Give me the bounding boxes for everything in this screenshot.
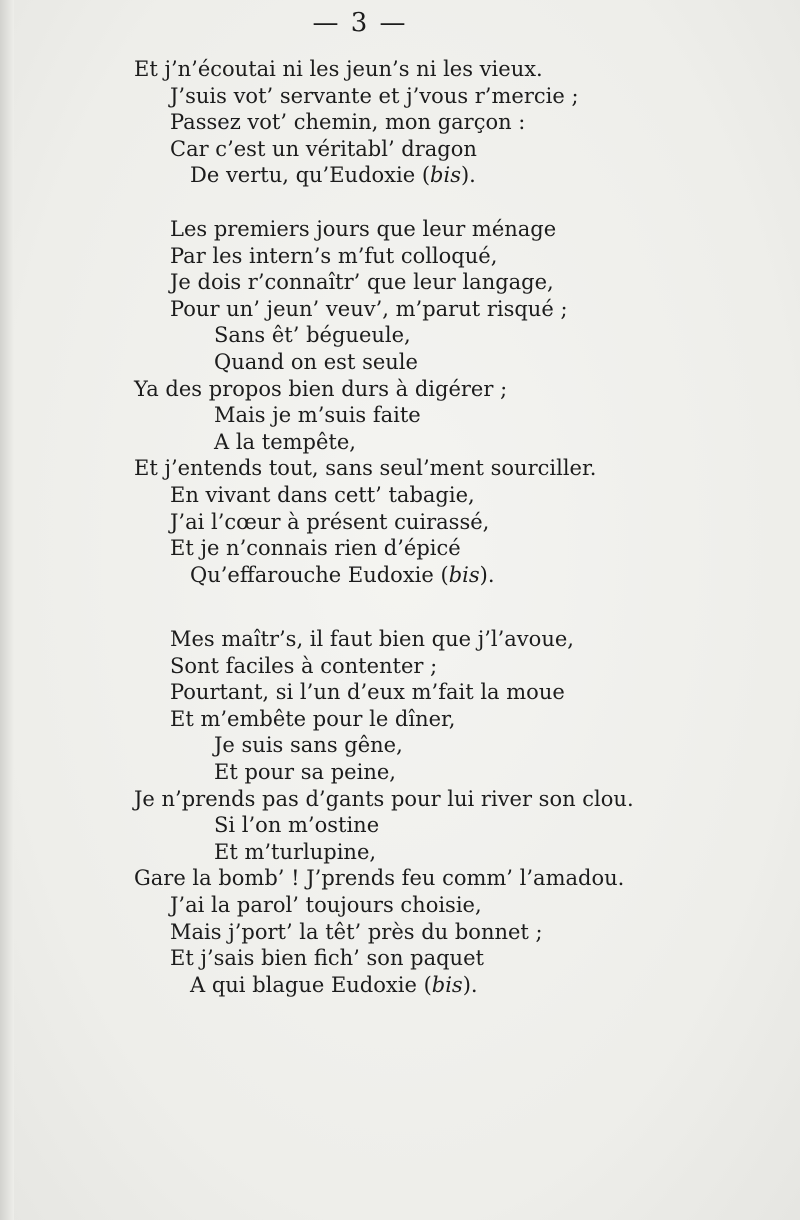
verse-text: A la tempête, xyxy=(214,429,356,454)
verse-text: Et m’embête pour le dîner, xyxy=(170,706,456,731)
verse-text: Sans êt’ bégueule, xyxy=(214,323,411,348)
refrain-mark: bis xyxy=(430,163,461,188)
verse-text: De vertu, qu’Eudoxie xyxy=(190,163,416,188)
verse-line xyxy=(170,269,554,295)
page-gutter-shadow xyxy=(0,0,14,1220)
verse-text: Et j’sais bien fich’ son paquet xyxy=(170,946,484,971)
verse-text: Mais j’port’ la têt’ près du bonnet ; xyxy=(170,919,543,944)
verse-line xyxy=(170,109,525,135)
verse-text: Je suis sans gêne, xyxy=(214,733,403,758)
verse-text: Je dois r’connaîtr’ que leur langage, xyxy=(170,270,554,295)
verse-text: Par les intern’s m’fut colloqué, xyxy=(170,243,498,268)
verse-line xyxy=(134,455,596,481)
verse-text: Je n’prends pas d’gants pour lui river son clou. xyxy=(134,786,634,811)
verse-line: De vertu, qu’Eudoxie (bis). xyxy=(190,163,476,188)
verse-line xyxy=(134,56,543,82)
verse-line xyxy=(214,812,379,838)
verse-line xyxy=(170,706,455,732)
verse-line xyxy=(214,322,411,348)
verse-line xyxy=(170,509,489,535)
verse-line xyxy=(170,653,437,679)
verse-text: Et j’entends tout, sans seul’ment sourciller. xyxy=(134,456,597,481)
verse-text: Mais je m’suis faite xyxy=(214,403,421,428)
verse-text: Et je n’connais rien d’épicé xyxy=(170,536,461,561)
verse-text: Car c’est un véritabl’ dragon xyxy=(170,136,477,161)
verse-line xyxy=(170,216,556,242)
verse-line xyxy=(134,786,634,812)
verse-line xyxy=(134,865,624,891)
verse-text: Qu’effarouche Eudoxie xyxy=(190,562,434,587)
verse-line xyxy=(170,679,565,705)
verse-line: Qu’effarouche Eudoxie (bis). xyxy=(190,562,495,587)
verse-line: A qui blague Eudoxie (bis). xyxy=(190,972,478,997)
verse-line xyxy=(214,732,403,758)
verse-text: J’ai la parol’ toujours choisie, xyxy=(170,893,482,917)
verse-text: Et m’turlupine, xyxy=(214,839,377,864)
verse-line xyxy=(170,945,484,971)
refrain-mark: bis xyxy=(431,972,463,997)
verse-line xyxy=(214,349,418,375)
verse-line xyxy=(214,402,421,428)
verse-text: Sont faciles à contenter ; xyxy=(170,653,438,678)
verse-text: Si l’on m’ostine xyxy=(214,813,380,838)
verse-line xyxy=(214,759,396,785)
verse-line xyxy=(134,376,507,402)
verse-text: Quand on est seule xyxy=(214,350,418,374)
page-number: — 3 — xyxy=(312,8,408,38)
verse-text: Ya des propos bien durs à digérer ; xyxy=(134,376,508,401)
verse-line xyxy=(214,839,376,865)
verse-text: J’ai l’cœur à présent cuirassé, xyxy=(170,509,490,534)
verse-line xyxy=(214,429,356,455)
verse-line xyxy=(170,482,475,508)
verse-text: En vivant dans cett’ tabagie, xyxy=(170,483,475,507)
verse-text: Gare la bomb’ ! J’prends feu comm’ l’amadou. xyxy=(134,866,625,891)
verse-line xyxy=(170,296,568,322)
verse-line xyxy=(170,243,497,269)
verse-line xyxy=(170,626,574,652)
verse-text: Pourtant, si l’un d’eux m’fait la moue xyxy=(170,680,565,705)
refrain-mark: bis xyxy=(448,562,480,587)
verse-text: Les premiers jours que leur ménage xyxy=(170,217,557,241)
verse-text: Pour un’ jeun’ veuv’, m’parut risqué ; xyxy=(170,296,568,321)
verse-line xyxy=(170,919,543,945)
verse-line xyxy=(170,892,482,918)
verse-text: Passez vot’ chemin, mon garçon : xyxy=(170,110,526,135)
verse-line xyxy=(170,136,477,162)
verse-text: Et pour sa peine, xyxy=(214,760,396,784)
verse-text: Et j’n’écoutai ni les jeun’s ni les vieux. xyxy=(134,57,543,81)
verse-text: Mes maîtr’s, il faut bien que j’l’avoue, xyxy=(170,627,574,651)
verse-line xyxy=(170,535,461,561)
verse-text: A qui blague Eudoxie xyxy=(190,972,417,997)
verse-text: J’suis vot’ servante et j’vous r’mercie ; xyxy=(170,83,579,108)
verse-line xyxy=(170,83,579,109)
